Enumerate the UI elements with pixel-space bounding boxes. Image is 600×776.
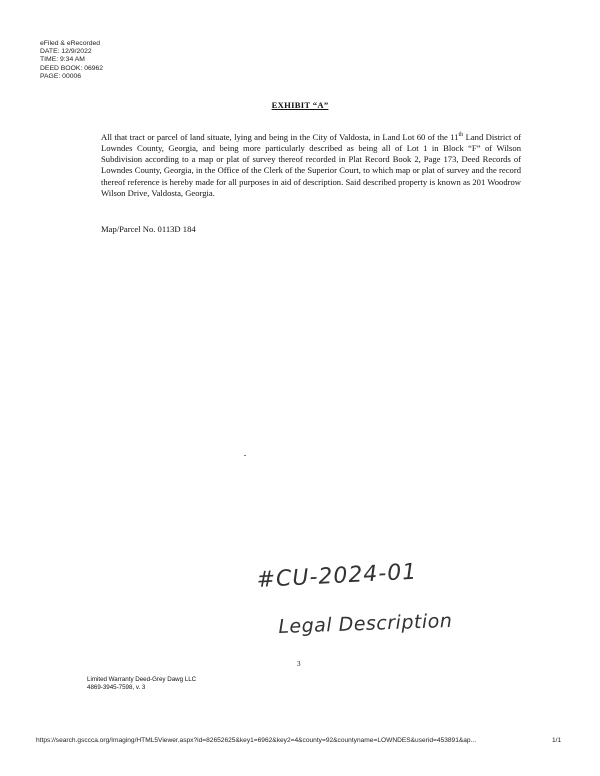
document-footer [87,676,196,691]
stamp-page: PAGE: 00006 [40,72,82,80]
stamp-date: DATE: 12/9/2022 [40,48,92,56]
handwritten-case-number: #CU-2024-01 [256,559,418,593]
recording-stamp [40,40,103,81]
footer-doc-id: 4869-3945-7598, v. 3 [87,683,146,691]
parcel-number: Map/Parcel No. 0113D 184 [101,224,196,234]
exhibit-title: EXHIBIT “A” [271,100,329,110]
legal-text-part2: Land District of Lowndes County, Georgia, and being more particularly described as being all of Lot 1 in Block “F” of Wilson Subdivision according to a map or plat of survey thereof recorded in Plat Record Book 2, Page 173, Deed Records of Lowndes County, Georgia, in the Office of the Clerk of the Superior Court, to which map or plat of survey and the record thereof reference is hereby made for all purposes in aid of description. Said described property is known as 201 Woodrow Wilson Drive, Valdosta, Georgia. [101,131,521,198]
stamp-deed-book: DEED BOOK: 06962 [40,64,104,72]
footer-title: Limited Warranty Deed-Grey Dawg LLC [87,676,197,683]
scan-speck [244,455,246,456]
handwritten-note: Legal Description [278,609,453,638]
legal-text-superscript: th [458,132,464,138]
legal-description-paragraph [101,130,521,199]
stamp-filed: eFiled & eRecorded [40,40,101,47]
legal-text-part1: All that tract or parcel of land situate, lying and being in the City of Valdosta, in Land Lot 60 of the 11 [101,131,459,142]
print-page-count: 1/1 [552,737,562,744]
page-number: 3 [297,660,301,668]
print-url: https://search.gsccca.org/Imaging/HTML5Viewer.aspx?id=82652625&key1=6962&key2=4&county=92&countyname=LOWNDES&userid=453891&ap... [36,737,477,744]
stamp-time: TIME: 9:34 AM [40,56,85,64]
